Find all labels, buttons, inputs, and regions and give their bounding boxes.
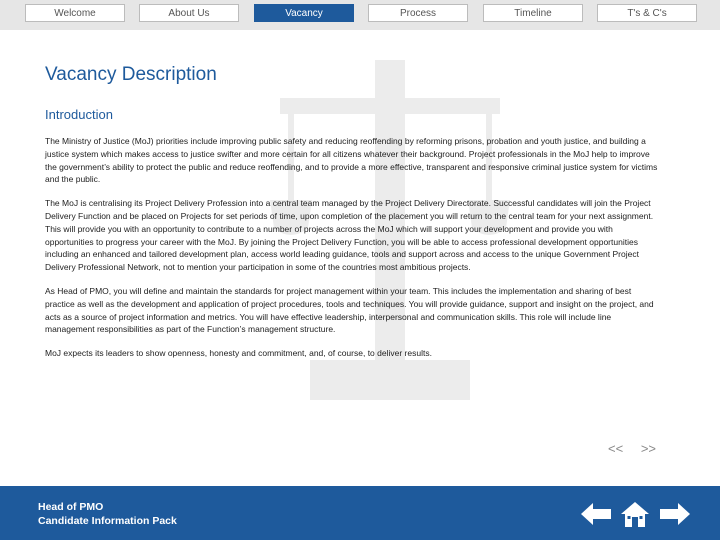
tab-timeline[interactable]: Timeline (483, 4, 583, 22)
paragraph-leaders: MoJ expects its leaders to show openness, honesty and commitment, and, of course, to deliver results. (45, 348, 432, 359)
footer-role-title: Head of PMO (38, 501, 104, 513)
tab-process[interactable]: Process (368, 4, 468, 22)
top-navigation (0, 0, 720, 30)
pager (608, 441, 670, 456)
paragraph-head-of-pmo: As Head of PMO, you will define and maintain the standards for project management within your team. This includes the implementation and sharing of best practice as well as the development and application of project procedures, tools and techniques. You will provide guidance, support and insight on the project, and acts as a source of project information and metrics. You will have effective leadership, interpersonal and communication skills. This role will include line management responsibilities as part of the Function’s management structure. (45, 285, 654, 335)
back-arrow-icon[interactable] (580, 500, 612, 528)
paragraph-project-delivery: The MoJ is centralising its Project Delivery Profession into a central team managed by the Project Delivery Directorate. Successful candidates will join the Project Delivery Function and be placed on Projects for set periods of time, upon completion of the placement you will return to the central team for your next assignment. This will provide you with an opportunity to contribute to a number of projects across the MoJ which will support your development and provide you with opportunities to progress your career with the MoJ. By joining the Project Delivery Function, you will be able to access professional development opportunities including an enhanced and tailored development plan, access world leading guidance, tools and support across and access to the unique Government Project Delivery Professional Network, not to mention your participation in some of the countries most ambitious projects. (45, 198, 654, 273)
previous-page-link[interactable]: << (608, 441, 624, 456)
footer (0, 486, 720, 540)
vacancy-description-body (45, 135, 663, 371)
page-title: Vacancy Description (45, 64, 217, 85)
tab-about-us[interactable]: About Us (139, 4, 239, 22)
tab-terms-conditions[interactable]: T's & C's (597, 4, 697, 22)
forward-arrow-icon[interactable] (659, 500, 691, 528)
next-page-link[interactable]: >> (640, 441, 656, 456)
section-heading: Introduction (45, 107, 113, 122)
footer-pack-title: Candidate Information Pack (38, 515, 177, 527)
paragraph-moj-priorities: The Ministry of Justice (MoJ) priorities include improving public safety and reducing reoffending by reforming prisons, probation and youth justice, and building a justice system which makes access to justice swifter and more certain for all citizens whatever their background. Project professionals in the MoJ help to improve the government’s ability to protect the public and reduce reoffending, and to provide a more effective, transparent and responsive criminal justice system for victims and the public. (45, 136, 658, 185)
tab-vacancy[interactable]: Vacancy (254, 4, 354, 22)
home-icon[interactable] (619, 500, 651, 528)
tab-welcome[interactable]: Welcome (25, 4, 125, 22)
